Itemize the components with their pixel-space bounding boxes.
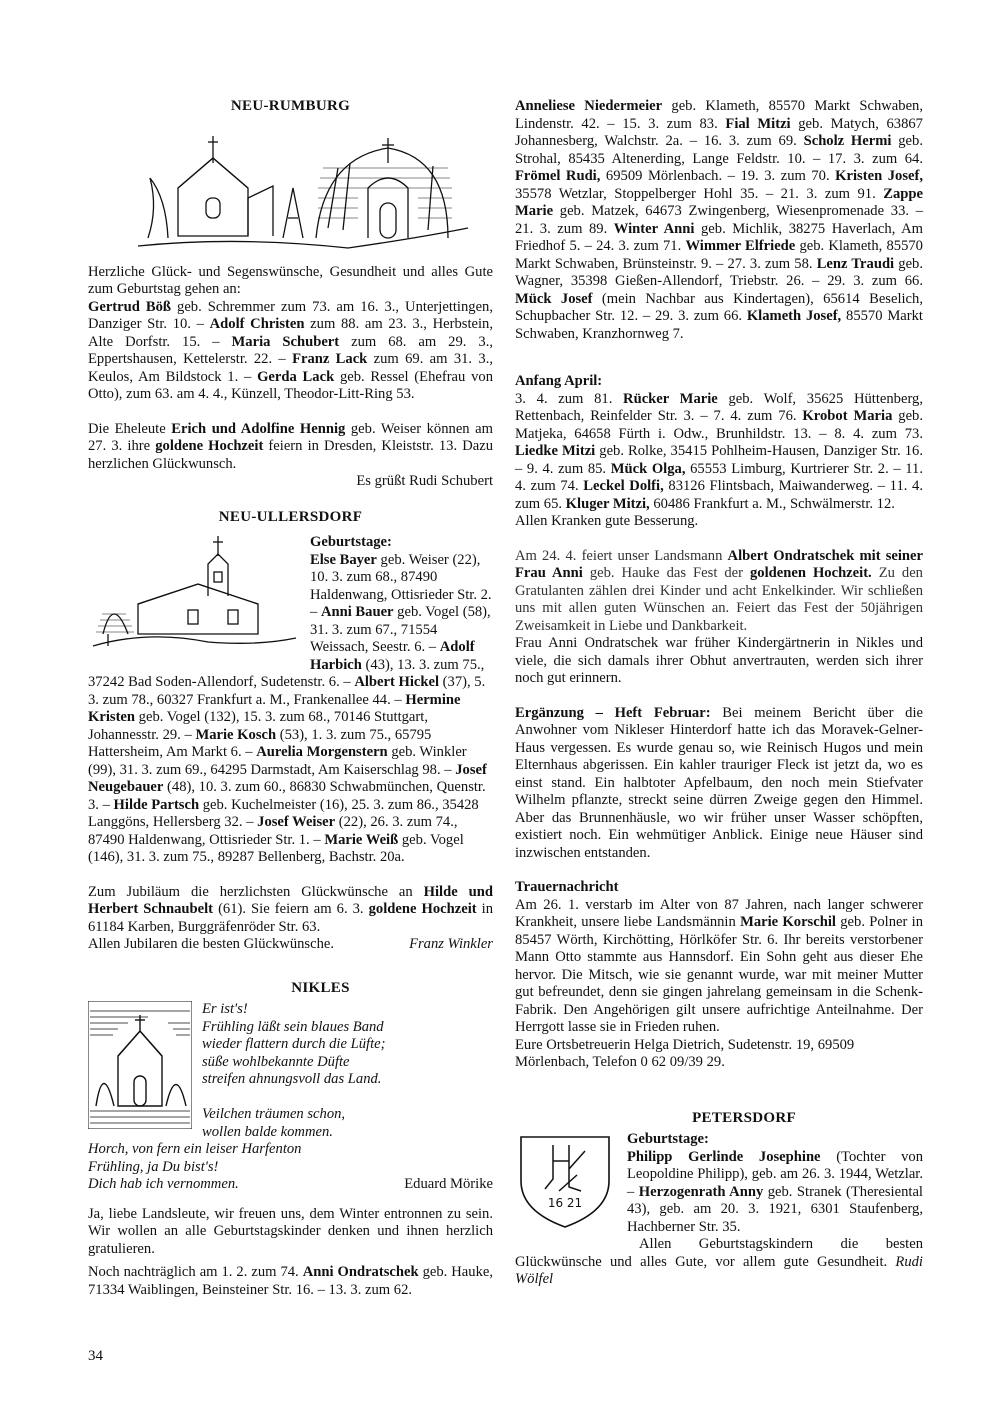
neu-rumburg-intro: Herzliche Glück- und Segenswünsche, Gesundheit und alles Gute zum Geburtstag gehen an: — [88, 263, 493, 297]
entry-text: 3. 4. zum 81. — [515, 390, 624, 407]
poem-line: Frühling, ja Du bist's! — [88, 1158, 219, 1175]
entry-text: zum 69. am 31. 3., Keulos, Am Bildstock 1. – — [88, 351, 494, 385]
person-name: Adolf Harbich — [310, 639, 475, 673]
entry-text: zum 68. am 29. 3., Eppertshausen, Kettelerstr. 22. – — [88, 333, 493, 367]
person-name: Zappe Marie — [515, 185, 923, 219]
person-name: Hilde Partsch — [113, 796, 200, 813]
text: feiern in Dresden, Kleiststr. 13. Dazu herzlichen Glückwunsch. — [88, 438, 493, 472]
signature: Es grüßt Rudi Schubert — [356, 473, 493, 489]
entry-text: geb. Vogel (146), 31. 3. zum 75., 89287 Bellenberg, Bachstr. 20a. — [88, 831, 464, 865]
entry-text: 83126 Flintsbach, Maiwanderweg. – 11. 4. zum 65. — [515, 478, 923, 512]
page-number: 34 — [88, 1348, 103, 1364]
supplement — [515, 705, 923, 863]
text: in 61184 Karben, Burggräfenröder Str. 63. — [88, 901, 493, 935]
poem-last-line — [88, 1176, 493, 1194]
entry-text: (mein Nachbar aus Kindertagen), 65614 Beselich, Schupbacher Str. 12. – 29. 3. zum 66. — [515, 290, 923, 324]
poem-line: Er ist's! — [202, 1001, 248, 1017]
entry-text: geb. Kuchelmeister (16), 25. 3. zum 86., 35428 Langgöns, Hellersberg 32. – — [88, 796, 479, 830]
poem-line: Frühling läßt sein blaues Band — [202, 1018, 384, 1035]
text: Bei meinem Bericht über die Anwohner vom Nikleser Hinterdorf hatte ich das Moravek-Gelner-Haus vergessen. Es wurde genau so, wie Reinisch Hugos und mein Elternhaus abgerissen. Ein kahler trauriger Fleck ist jetzt da, wo es einst stand. Ein halbtoter Apfelbaum, den noch mein Stiefvater Wilhelm pflanzte, streckt seine dürren Zweige gegen den Himmel. Aber das Brunnenhäusle, wo wir früher unser Wasser schöpften, existiert noch. Ein wehmütiger Anblick. Einige neue Häuser sind inzwischen entstanden. — [515, 704, 923, 861]
person-name: Liedke Mitzi — [515, 443, 596, 459]
person-name: Marie Korschil — [740, 914, 836, 930]
april-birthdays — [515, 391, 923, 514]
text: geb. Weiser können am 27. 3. ihre — [88, 420, 493, 454]
person-name: Lenz Traudi — [816, 255, 895, 272]
text: Noch nachträglich am 1. 2. zum 74. — [88, 1264, 303, 1280]
text: geb. Polner in 85457 Wörth, Kirchötting, Hörlköfer Str. 6. Ihr bereits verstorbener Mann Otto stammte aus Hannsdorf. Ein Sohn geht aus dieser Ehe hervor. Die Mitsch, wie sie genannt wurde, war mit meiner Mutter gut befreundet, denn sie gingen jahrelang gemeinsam in die Schenk-Fabrik. Den Angehörigen gilt unsere aufrichtige Anteilnahme. Der Herrgott lasse sie in Frieden ruhen. — [515, 914, 923, 1035]
birthdays-subheading: Geburtstage: — [627, 1131, 709, 1147]
entry-text: 35578 Wetzlar, Stoppelberger Hohl 35. – 21. 3. zum 91. — [515, 185, 884, 202]
nikles-birthdays-continued — [515, 98, 923, 343]
text: Allen Jubilaren die besten Glückwünsche. — [88, 936, 334, 952]
petersdorf-crest — [515, 1131, 615, 1231]
person-name: Josef Weiser — [257, 814, 336, 830]
golden-wedding: goldenen Hochzeit. — [750, 565, 872, 581]
person-name: Marie Weiß — [324, 831, 399, 848]
person-name: Gertrud Böß — [88, 298, 172, 315]
person-name: Wimmer Elfriede — [685, 238, 796, 254]
entry-text: geb. Wagner, 35398 Gießen-Allendorf, Triebstr. 26. – 29. 3. zum 66. — [515, 255, 924, 289]
poem-line: wollen balde kommen. — [202, 1123, 333, 1140]
person-name: Klameth Josef, — [746, 308, 842, 324]
person-name: Frömel Rudi, — [515, 168, 601, 184]
entry-text: geb. Vogel (132), 15. 3. zum 68., 70146 Stuttgart, Johannesstr. 29. – — [88, 709, 428, 743]
poem-line: streifen ahnungsvoll das Land. — [202, 1071, 382, 1087]
person-name: Philipp Gerlinde Josephine — [627, 1148, 821, 1165]
person-name: Franz Lack — [292, 351, 368, 367]
person-name: Kluger Mitzi, — [565, 495, 650, 512]
poem-line: wieder flattern durch die Lüfte; — [202, 1036, 386, 1052]
entry-text: (22), 26. 3. zum 74., 87490 Haldenwang, Ottisrieder Str. 1. – — [88, 814, 458, 848]
person-name: Anni Bauer — [320, 604, 394, 620]
person-name: Josef Neugebauer — [88, 761, 487, 795]
person-name: Gerda Lack — [257, 368, 335, 385]
birthdays-subheading: Geburtstage: — [310, 534, 392, 550]
text: Zu den Gratulanten zählen drei Kinder und acht Enkelkinder. Wir schließen uns mit allen guten Wünschen an. Feiert das Fest der 50jährigen Zweisamkeit in Liebe und Dankbarkeit. — [515, 565, 923, 634]
person-name: Herzogenrath Anny — [638, 1183, 764, 1200]
entry-text: geb. Winkler (99), 31. 3. zum 69., 64295 Darmstadt, Am Kaiserschlag 98. – — [88, 744, 467, 778]
entry-text: geb. Vogel (58), 31. 3. zum 67., 71554 Weissach, Seestr. 6. – — [310, 604, 491, 655]
nikles-birthdays — [88, 1264, 493, 1299]
text: Am 24. 4. feiert unser Landsmann — [515, 547, 728, 564]
entry-text: (Tochter von Leopoldine Philipp), geb. am 26. 3. 1944, Wetzlar. – — [627, 1148, 924, 1200]
entry-text: (48), 10. 3. zum 60., 86830 Schwabmünchen, Quenstr. 3. – — [88, 779, 486, 813]
closing-line — [88, 936, 493, 954]
person-name: Else Bayer — [310, 551, 377, 568]
person-name: Maria Schubert — [231, 333, 340, 350]
left-column — [88, 98, 493, 1299]
entry-text: geb. Ressel (Ehefrau von Otto), zum 63. am 4. 4., Künzell, Theodor-Litt-Ring 53. — [88, 368, 493, 402]
entry-text: geb. Matych, 63867 Johannesberg, Walchstr. 2a. – 16. 3. zum 69. — [515, 115, 923, 149]
obituary-text — [515, 897, 923, 1037]
text: Zum Jubiläum die herzlichsten Glückwünsche an — [88, 883, 424, 900]
entry-text: (53), 1. 3. zum 75., 65795 Hattersheim, Am Markt 6. – — [88, 726, 432, 760]
entry-text: geb. Weiser (22), 10. 3. zum 68., 87490 Haldenwang, Ottisrieder Str. 2. – — [310, 551, 492, 620]
entry-text: geb. Rolke, 35415 Pohlheim-Hausen, Danziger Str. 16. – 9. 4. zum 85. — [515, 443, 923, 477]
entry-text: 60486 Frankfurt a. M., Schwälmerstr. 12. — [649, 495, 895, 512]
signature: Franz Winkler — [409, 936, 493, 952]
crest-year: 16 21 — [547, 1196, 583, 1210]
person-name: Rücker Marie — [623, 390, 718, 407]
heading-neu-ullersdorf: NEU-ULLERSDORF — [218, 508, 363, 525]
entry-text: geb. Michlik, 38275 Haverlach, Am Friedhof 5. – 24. 3. zum 71. — [515, 220, 923, 254]
person-name: Scholz Hermi — [803, 133, 892, 149]
right-column — [515, 98, 923, 1289]
text: Am 26. 1. verstarb im Alter von 87 Jahren, nach langer schwerer Krankheit, unsere liebe Landsmännin — [515, 896, 923, 930]
person-name: Kristen Josef, — [835, 168, 923, 184]
april-heading: Anfang April: — [515, 373, 603, 389]
entry-text: geb. Matzek, 64673 Zwingenberg, Wiesenpromenade 33. – 21. 3. zum 89. — [515, 203, 923, 237]
church-illustration — [88, 118, 493, 258]
person-name: Erich und Adolfine Hennig — [171, 420, 346, 437]
crest-icon — [515, 1131, 615, 1231]
entry-text: geb. Matjeka, 64658 Fürth i. Odw., Brunhildstr. 13. – 8. 4. zum 73. — [515, 408, 924, 442]
heading-neu-rumburg: NEU-RUMBURG — [230, 98, 351, 114]
poem-line: Veilchen träumen schon, — [202, 1106, 346, 1122]
person-name: Marie Kosch — [195, 726, 277, 743]
poem-line: Horch, von fern ein leiser Harfenton — [88, 1141, 302, 1157]
person-name: Mück Josef — [515, 290, 593, 307]
golden-wedding: goldene Hochzeit — [368, 901, 477, 917]
signature: Rudi Wölfel — [515, 1253, 923, 1287]
obituary-heading: Trauernachricht — [515, 879, 619, 895]
person-name: Leckel Dolfi, — [583, 478, 664, 494]
poem-line: süße wohlbekannte Düfte — [202, 1053, 350, 1070]
entry-text: (37), 5. 3. zum 78., 60327 Frankfurt a. M., Frankenallee 44. – — [88, 674, 486, 708]
chapel-illustration — [88, 1001, 192, 1129]
person-name: Krobot Maria — [802, 408, 893, 424]
entry-text: geb. Klameth, 85570 Markt Schwaben, Lindenstr. 42. – 15. 3. zum 83. — [515, 98, 923, 132]
entry-text: 69509 Mörlenbach. – 19. 3. zum 70. — [600, 168, 836, 184]
person-name: Anni Ondratschek — [302, 1264, 419, 1280]
caretaker-signature: Eure Ortsbetreuerin Helga Dietrich, Sudetenstr. 19, 69509 Mörlenbach, Telefon 0 62 09/39 29. — [515, 1036, 855, 1070]
person-name: Mück Olga, — [610, 460, 686, 477]
ondratschek-note: Frau Anni Ondratschek war früher Kindergärtnerin in Nikles und viele, die sich damals ihrer Obhut anvertrauten, werden sich ihrer noch gut erinnern. — [515, 635, 923, 686]
neu-rumburg-birthdays — [88, 299, 493, 404]
poet: Eduard Mörike — [404, 1176, 493, 1192]
person-name: Winter Anni — [613, 220, 695, 237]
text: Die Eheleute — [88, 420, 172, 437]
entry-text: (43), 13. 3. zum 75., 37242 Bad Soden-Allendorf, Sudetenstr. 6. – — [88, 656, 485, 690]
entry-text: zum 88. am 23. 3., Herbstein, Alte Dorfstr. 15. – — [88, 316, 493, 350]
entry-text: 85570 Markt Schwaben, Kranzhornweg 7. — [515, 308, 923, 342]
church-illustration — [88, 534, 300, 662]
poem-line: Dich hab ich vernommen. — [88, 1176, 239, 1192]
golden-wedding: goldene Hochzeit — [155, 438, 264, 454]
supplement-heading: Ergänzung – Heft Februar: — [515, 704, 711, 721]
person-name: Albert Ondratschek mit seiner Frau Anni — [515, 547, 923, 581]
text: geb. Hauke das Fest der — [582, 565, 750, 581]
entry-text: geb. Schremmer zum 73. am 16. 3., Unterjettingen, Danziger Str. 10. – — [88, 298, 493, 332]
heading-petersdorf: PETERSDORF — [692, 1109, 796, 1126]
person-name: Fial Mitzi — [725, 115, 791, 132]
person-name: Anneliese Niedermeier — [515, 98, 663, 114]
text: Allen Geburtstagskindern die besten Glückwünsche und alles Gute, vor allem gute Gesundheit. — [515, 1236, 923, 1270]
entry-text: geb. Wolf, 35625 Hüttenberg, Rettenbach, Reinfelder Str. 3. – 7. 4. zum 76. — [515, 390, 923, 424]
person-name: Aurelia Morgenstern — [256, 744, 388, 760]
text: (61). Sie feiern am 6. 3. — [213, 901, 369, 917]
person-name: Albert Hickel — [354, 674, 440, 690]
schnaubelt-announcement — [88, 884, 493, 937]
heading-nikles: NIKLES — [291, 979, 350, 996]
person-name: Hilde und Herbert Schnaubelt — [88, 883, 493, 917]
ondratschek-announcement — [515, 548, 923, 636]
petersdorf-closing — [515, 1236, 923, 1289]
person-name: Hermine Kristen — [88, 691, 461, 725]
nikles-intro: Ja, liebe Landsleute, wir freuen uns, dem Winter entronnen zu sein. Wir wollen an alle Geburtstagskinder denken und ihnen herzlich gratulieren. — [88, 1205, 493, 1257]
entry-text: geb. Stranek (Theresiental 43), geb. am 20. 3. 1921, 6301 Staufenberg, Hachberner Str. 35. — [627, 1183, 923, 1235]
text: geb. Hauke, 71334 Waiblingen, Beinsteiner Str. 16. – 13. 3. zum 62. — [88, 1264, 494, 1298]
hennig-announcement — [88, 421, 493, 474]
person-name: Adolf Christen — [209, 316, 305, 332]
entry-text: 65553 Limburg, Kurtrierer Str. 2. – 11. 4. zum 74. — [515, 460, 923, 494]
entry-text: geb. Klameth, 85570 Markt Schwaben, Brünsteinstr. 9. – 27. 3. zum 58. — [515, 238, 923, 272]
get-well-wishes: Allen Kranken gute Besserung. — [515, 513, 699, 529]
entry-text: geb. Strohal, 85435 Altenerding, Lange Feldstr. 10. – 17. 3. zum 64. — [515, 133, 923, 167]
